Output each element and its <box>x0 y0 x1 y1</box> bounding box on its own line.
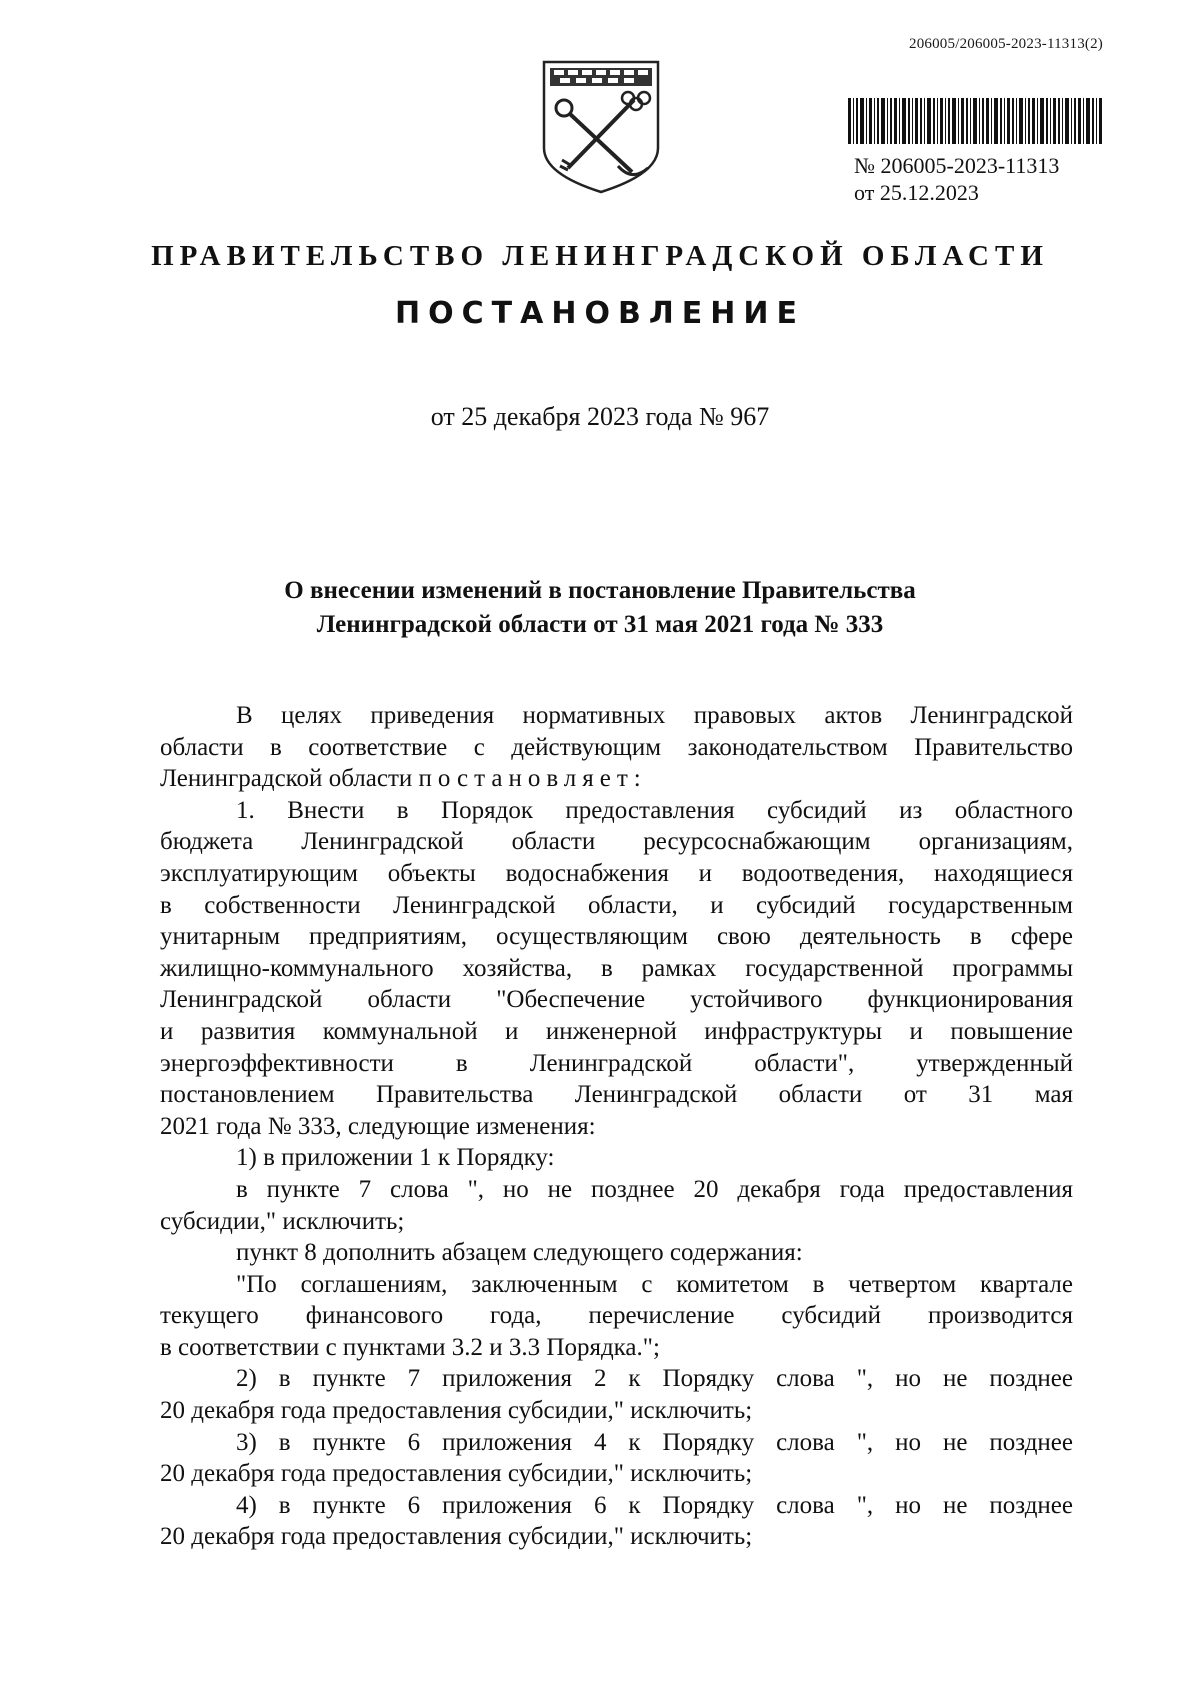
quoted-paragraph-line: текущего финансового года, перечисление субсидий производится <box>160 1302 1073 1330</box>
preamble-line <box>160 763 1073 795</box>
registration-block <box>854 152 1059 206</box>
subitem-2-line: 20 декабря года предоставления субсидии," исключить; <box>160 1397 753 1425</box>
registration-date: от 25.12.2023 <box>854 180 979 205</box>
item-1-line: Ленинградской области "Обеспечение устойчивого функционирования <box>160 986 1073 1014</box>
registration-number: № 206005-2023-11313 <box>854 153 1060 178</box>
subitem-4-line: 4) в пункте 6 приложения 6 к Порядку слова ", но не позднее <box>236 1491 1073 1519</box>
document-id: 206005/206005-2023-11313(2) <box>909 36 1103 52</box>
decree-date-number: от 25 декабря 2023 года № 967 <box>430 402 770 431</box>
item-1-line: 2021 года № 333, следующие изменения: <box>160 1112 596 1140</box>
decree-body <box>160 700 1073 1553</box>
item-1-line: эксплуатирующим объекты водоснабжения и водоотведения, находящиеся <box>160 859 1073 887</box>
barcode-icon <box>848 98 1102 144</box>
quoted-paragraph-line: "По соглашениям, заключенным с комитетом в четвертом квартале <box>236 1270 1073 1298</box>
subitem-3-line: 3) в пункте 6 приложения 4 к Порядку слова ", но не позднее <box>236 1428 1073 1456</box>
subject-line-2: Ленинградской области от 31 мая 2021 года № 333 <box>316 611 884 638</box>
item-1-line: энергоэффективности в Ленинградской области", утвержденный <box>160 1049 1073 1077</box>
subitem-1-line: в пункте 7 слова ", но не позднее 20 декабря года предоставления <box>236 1175 1073 1203</box>
subitem-1-heading: 1) в приложении 1 к Порядку: <box>236 1144 555 1172</box>
document-type: ПОСТАНОВЛЕНИЕ <box>395 296 805 331</box>
government-title: ПРАВИТЕЛЬСТВО ЛЕНИНГРАДСКОЙ ОБЛАСТИ <box>151 240 1049 272</box>
subitem-2-line: 2) в пункте 7 приложения 2 к Порядку слова ", но не позднее <box>236 1365 1073 1393</box>
preamble-decrees: постановляет: <box>418 765 647 793</box>
preamble-line: области в соответствие с действующим законодательством Правительство <box>160 733 1073 761</box>
item-1-line: в собственности Ленинградской области, и субсидий государственным <box>160 891 1073 919</box>
decree-subject <box>0 574 1200 642</box>
coat-of-arms-icon <box>538 56 664 196</box>
item-1-line: постановлением Правительства Ленинградской области от 31 мая <box>160 1081 1073 1109</box>
item-1-line: унитарным предприятиям, осуществляющим свою деятельность в сфере <box>160 923 1073 951</box>
item-1-line: бюджета Ленинградской области ресурсоснабжающим организациям, <box>160 828 1073 856</box>
item-1-line: 1. Внести в Порядок предоставления субсидий из областного <box>236 796 1073 824</box>
subitem-4-line: 20 декабря года предоставления субсидии," исключить; <box>160 1523 753 1551</box>
subitem-3-line: 20 декабря года предоставления субсидии," исключить; <box>160 1460 753 1488</box>
quoted-paragraph-line: в соответствии с пунктами 3.2 и 3.3 Порядка."; <box>160 1333 660 1361</box>
preamble-line: В целях приведения нормативных правовых актов Ленинградской <box>236 702 1073 729</box>
preamble-text: Ленинградской области <box>160 765 419 793</box>
item-1-line: и развития коммунальной и инженерной инфраструктуры и повышение <box>160 1017 1073 1045</box>
item-1-line: жилищно-коммунального хозяйства, в рамках государственной программы <box>160 954 1073 982</box>
subitem-1-line: субсидии," исключить; <box>160 1207 405 1235</box>
subject-line-1: О внесении изменений в постановление Правительства <box>284 577 916 604</box>
subitem-1-line: пункт 8 дополнить абзацем следующего содержания: <box>236 1239 803 1267</box>
